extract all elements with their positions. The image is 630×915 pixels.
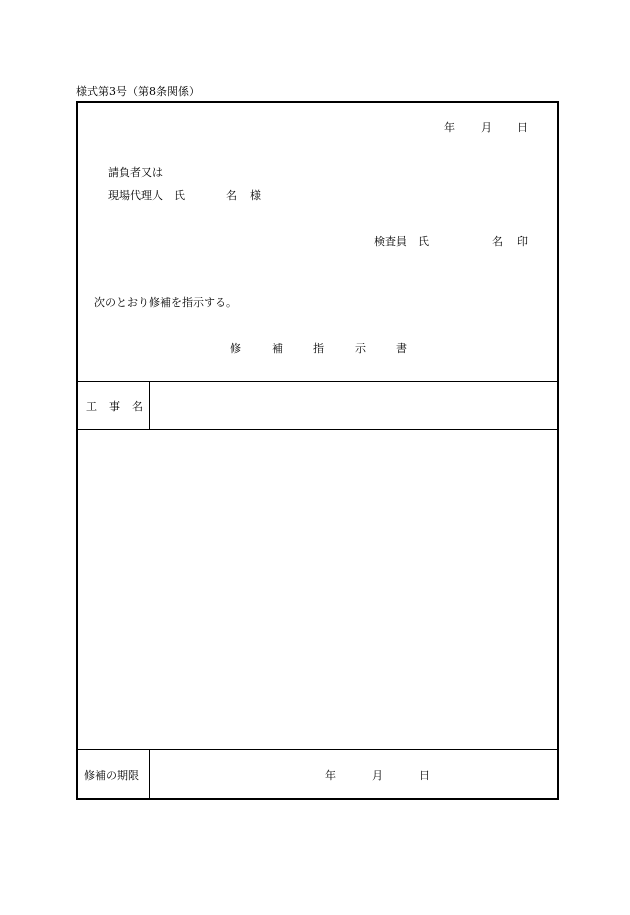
deadline-month: 月 [372, 769, 383, 782]
deadline-label: 修補の期限 [84, 769, 139, 782]
inspector-seal: 印 [517, 235, 528, 248]
header-month: 月 [481, 121, 492, 134]
header-year: 年 [444, 121, 455, 134]
title-char-1: 修 [230, 342, 241, 355]
repair-details-area[interactable] [82, 433, 552, 745]
project-label-char-2: 事 [109, 400, 120, 413]
title-char-4: 示 [355, 342, 366, 355]
inspector-name: 名 [492, 235, 503, 248]
title-char-5: 書 [396, 342, 407, 355]
project-label-char-3: 名 [132, 400, 143, 413]
title-char-2: 補 [272, 342, 283, 355]
form-frame [76, 101, 559, 800]
deadline-label-divider [149, 749, 150, 798]
project-label-char-1: 工 [86, 400, 97, 413]
header-day: 日 [517, 121, 528, 134]
addressee-honorific: 様 [250, 189, 261, 202]
form-number: 様式第3号（第8条関係） [76, 85, 200, 98]
deadline-day: 日 [419, 769, 430, 782]
project-row-bottom-line [78, 429, 557, 430]
project-label-divider [149, 381, 150, 429]
instruction-text: 次のとおり修補を指示する。 [94, 296, 237, 309]
addressee-name: 名 [226, 189, 237, 202]
addressee-line1: 請負者又は [108, 166, 163, 179]
project-name-field[interactable] [152, 385, 552, 425]
inspector-label: 検査員 氏 [374, 235, 429, 248]
addressee-line2-prefix: 現場代理人 氏 [108, 189, 185, 202]
title-char-3: 指 [313, 342, 324, 355]
deadline-year: 年 [325, 769, 336, 782]
